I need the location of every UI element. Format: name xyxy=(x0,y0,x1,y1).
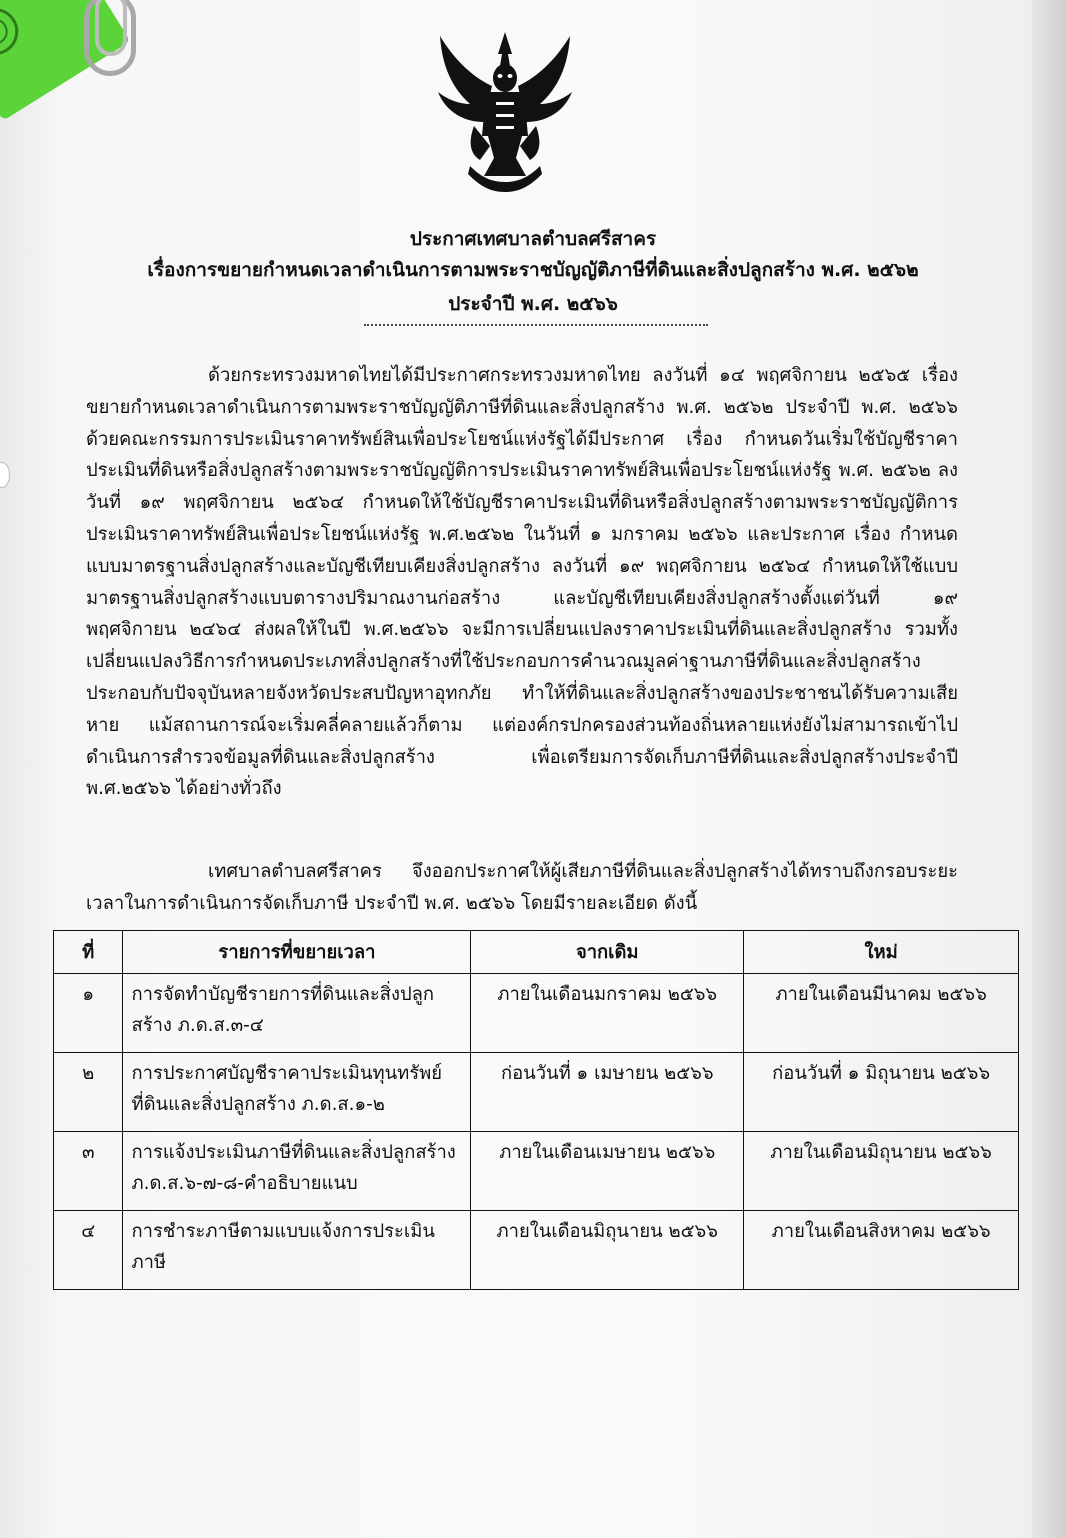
header-item: รายการที่ขยายเวลา xyxy=(123,931,471,974)
row-item: การแจ้งประเมินภาษีที่ดินและสิ่งปลูกสร้าง ภ.ด.ส.๖-๗-๘-คำอธิบายแนบ xyxy=(123,1132,471,1211)
schedule-table xyxy=(53,930,1019,1290)
table-row xyxy=(54,1132,1019,1211)
announcement-title: ประกาศเทศบาลตำบลศรีสาคร xyxy=(409,228,657,250)
table-row xyxy=(54,1053,1019,1132)
row-old: ภายในเดือนเมษายน ๒๕๖๖ xyxy=(471,1132,744,1211)
row-new: ภายในเดือนมิถุนายน ๒๕๖๖ xyxy=(744,1132,1019,1211)
row-new: ภายในเดือนมีนาคม ๒๕๖๖ xyxy=(744,974,1019,1053)
row-old: ภายในเดือนมิถุนายน ๒๕๖๖ xyxy=(471,1211,744,1290)
body-paragraph-1: ด้วยกระทรวงมหาดไทยได้มีประกาศกระทรวงมหาดไทย ลงวันที่ ๑๔ พฤศจิกายน ๒๕๖๕ เรื่องขยายกำหนดเวลาดำเนินการตามพระราชบัญญัติภาษีที่ดินและสิ่งปลูกสร้าง พ.ศ. ๒๕๖๒ ประจำปี พ.ศ. ๒๕๖๖ ด้วยคณะกรรมการประเมินราคาทรัพย์สินเพื่อประโยชน์แห่งรัฐได้มีประกาศ เรื่อง กำหนดวันเริ่มใช้บัญชีราคาประเมินที่ดินหรือสิ่งปลูกสร้างตามพระราชบัญญัติการประเมินราคาทรัพย์สินเพื่อประโยชน์แห่งรัฐ พ.ศ. ๒๕๖๒ ลงวันที่ ๑๙ พฤศจิกายน ๒๕๖๔ กำหนดให้ใช้บัญชีราคาประเมินที่ดินหรือสิ่งปลูกสร้างตามพระราชบัญญัติการประเมินราคาทรัพย์สินเพื่อประโยชน์แห่งรัฐ พ.ศ.๒๕๖๒ ในวันที่ ๑ มกราคม ๒๕๖๖ และประกาศ เรื่อง กำหนดแบบมาตรฐานสิ่งปลูกสร้างและบัญชีเทียบเคียงสิ่งปลูกสร้าง ลงวันที่ ๑๙ พฤศจิกายน ๒๕๖๔ กำหนดให้ใช้แบบมาตรฐานสิ่งปลูกสร้างแบบตารางปริมาณงานก่อสร้าง และบัญชีเทียบเคียงสิ่งปลูกสร้างตั้งแต่วันที่ ๑๙ พฤศจิกายน ๒๔๖๔ ส่งผลให้ในปี พ.ศ.๒๕๖๖ จะมีการเปลี่ยนแปลงราคาประเมินที่ดินและสิ่งปลูกสร้าง รวมทั้งเปลี่ยนแปลงวิธีการกำหนดประเภทสิ่งปลูกสร้างที่ใช้ประกอบการคำนวณมูลค่าฐานภาษีที่ดินและสิ่งปลูกสร้าง ประกอบกับปัจจุบันหลายจังหวัดประสบปัญหาอุทกภัย ทำให้ที่ดินและสิ่งปลูกสร้างของประชาชนได้รับความเสียหาย แม้สถานการณ์จะเริ่มคลี่คลายแล้วก็ตาม แต่องค์กรปกครองส่วนท้องถิ่นหลายแห่งยังไม่สามารถเข้าไปดำเนินการสำรวจข้อมูลที่ดินและสิ่งปลูกสร้าง เพื่อเตรียมการจัดเก็บภาษีที่ดินและสิ่งปลูกสร้างประจำปี พ.ศ.๒๕๖๖ ได้อย่างทั่วถึง xyxy=(86,365,958,800)
announcement-subject: เรื่องการขยายกำหนดเวลาดำเนินการตามพระราชบัญญัติภาษีที่ดินและสิ่งปลูกสร้าง พ.ศ. ๒๕๖๒ xyxy=(147,259,919,281)
row-no: ๑ xyxy=(54,974,123,1053)
row-old: ภายในเดือนมกราคม ๒๕๖๖ xyxy=(471,974,744,1053)
row-no: ๔ xyxy=(54,1211,123,1290)
row-item: การชำระภาษีตามแบบแจ้งการประเมินภาษี xyxy=(123,1211,471,1290)
header-old: จากเดิม xyxy=(471,931,744,974)
garuda-emblem-icon xyxy=(430,26,580,196)
header-new: ใหม่ xyxy=(744,931,1019,974)
body-paragraph-2: เทศบาลตำบลศรีสาคร จึงออกประกาศให้ผู้เสียภาษีที่ดินและสิ่งปลูกสร้างได้ทราบถึงกรอบระยะเวลาในการดำเนินการจัดเก็บภาษี ประจำปี พ.ศ. ๒๕๖๖ โดยมีรายละเอียด ดังนี้ xyxy=(86,861,958,914)
stamp-seal-icon xyxy=(0,0,45,78)
table-header-row xyxy=(54,931,1019,974)
announcement-year: ประจำปี พ.ศ. ๒๕๖๖ xyxy=(448,293,618,315)
row-no: ๓ xyxy=(54,1132,123,1211)
row-new: ภายในเดือนสิงหาคม ๒๕๖๖ xyxy=(744,1211,1019,1290)
table-row xyxy=(54,974,1019,1053)
row-no: ๒ xyxy=(54,1053,123,1132)
row-old: ก่อนวันที่ ๑ เมษายน ๒๕๖๖ xyxy=(471,1053,744,1132)
row-item: การจัดทำบัญชีรายการที่ดินและสิ่งปลูกสร้าง ภ.ด.ส.๓-๔ xyxy=(123,974,471,1053)
paper-clip-inner xyxy=(95,0,127,56)
table-row xyxy=(54,1211,1019,1290)
dotted-divider xyxy=(364,324,708,326)
header-no: ที่ xyxy=(54,931,123,974)
row-new: ก่อนวันที่ ๑ มิถุนายน ๒๕๖๖ xyxy=(744,1053,1019,1132)
row-item: การประกาศบัญชีราคาประเมินทุนทรัพย์ที่ดินและสิ่งปลูกสร้าง ภ.ด.ส.๑-๒ xyxy=(123,1053,471,1132)
